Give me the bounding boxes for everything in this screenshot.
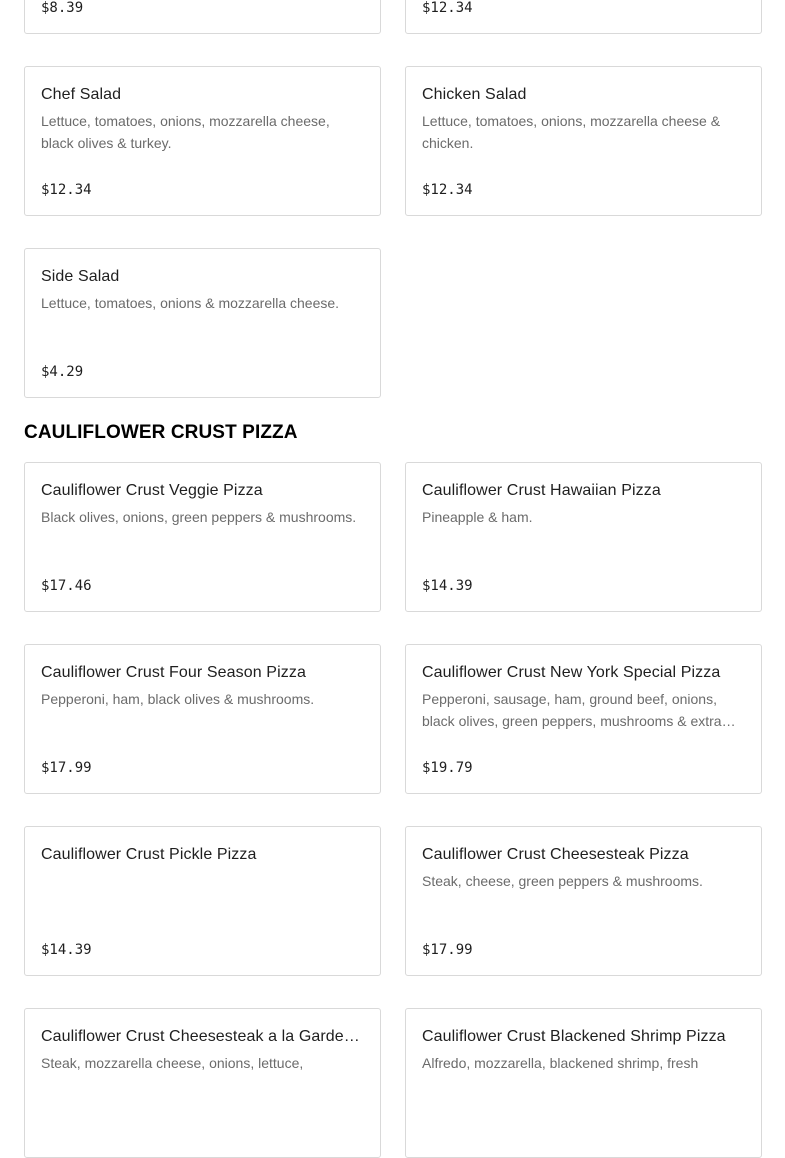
item-price: $17.46 [41,578,92,594]
item-description: Lettuce, tomatoes, onions, mozzarella cheese & chicken. [422,113,721,151]
item-description: Lettuce, tomatoes, onions, mozzarella cheese, black olives & turkey. [41,113,330,151]
item-name: Cauliflower Crust Cheesesteak a la Garde… [41,1028,360,1045]
item-price: $14.39 [41,942,92,958]
menu-item-card-chef-salad[interactable] [24,66,381,216]
menu-item-card-side-salad[interactable] [24,248,381,398]
menu-item-card[interactable] [405,1008,762,1158]
item-name: Cauliflower Crust Four Season Pizza [41,664,306,681]
menu-item-card[interactable] [405,826,762,976]
menu-item-card-chicken-salad[interactable] [405,66,762,216]
section-heading: CAULIFLOWER CRUST PIZZA [24,422,298,443]
item-description: Lettuce, tomatoes, onions & mozzarella cheese. [41,295,340,311]
item-price: $19.79 [422,760,473,776]
item-description: Alfredo, mozzarella, blackened shrimp, fresh [422,1055,699,1071]
item-description: Black olives, onions, green peppers & mushrooms. [41,509,357,525]
item-name: Chicken Salad [422,86,527,103]
menu-item-card[interactable] [405,462,762,612]
item-description: Pepperoni, sausage, ham, ground beef, onions, black olives, green peppers, mushrooms & extra… [422,691,736,729]
item-name: Cauliflower Crust Pickle Pizza [41,846,257,863]
item-price: $12.34 [422,182,473,198]
item-description: Pineapple & ham. [422,509,533,525]
menu-item-card[interactable] [24,0,381,34]
menu-item-card[interactable] [24,644,381,794]
menu-item-card[interactable] [405,644,762,794]
item-name: Chef Salad [41,86,122,103]
item-name: Cauliflower Crust Veggie Pizza [41,482,263,499]
item-price: $17.99 [422,942,473,958]
item-name: Cauliflower Crust Hawaiian Pizza [422,482,661,499]
item-price: $14.39 [422,578,473,594]
item-name: Cauliflower Crust Cheesesteak Pizza [422,846,689,863]
menu-item-card[interactable] [24,1008,381,1158]
item-name: Cauliflower Crust New York Special Pizza [422,664,721,681]
item-price: $4.29 [41,364,84,380]
item-price: $12.34 [41,182,92,198]
menu-item-card[interactable] [24,462,381,612]
item-description: Pepperoni, ham, black olives & mushrooms. [41,691,315,707]
item-description: Steak, mozzarella cheese, onions, lettuce, [41,1055,304,1071]
menu-item-card[interactable] [24,826,381,976]
item-name: Side Salad [41,268,120,285]
item-price: $17.99 [41,760,92,776]
item-name: Cauliflower Crust Blackened Shrimp Pizza [422,1028,726,1045]
item-price: $12.34 [422,0,473,16]
item-description: Steak, cheese, green peppers & mushrooms. [422,873,703,889]
item-price: $8.39 [41,0,84,16]
menu-item-card[interactable] [405,0,762,34]
